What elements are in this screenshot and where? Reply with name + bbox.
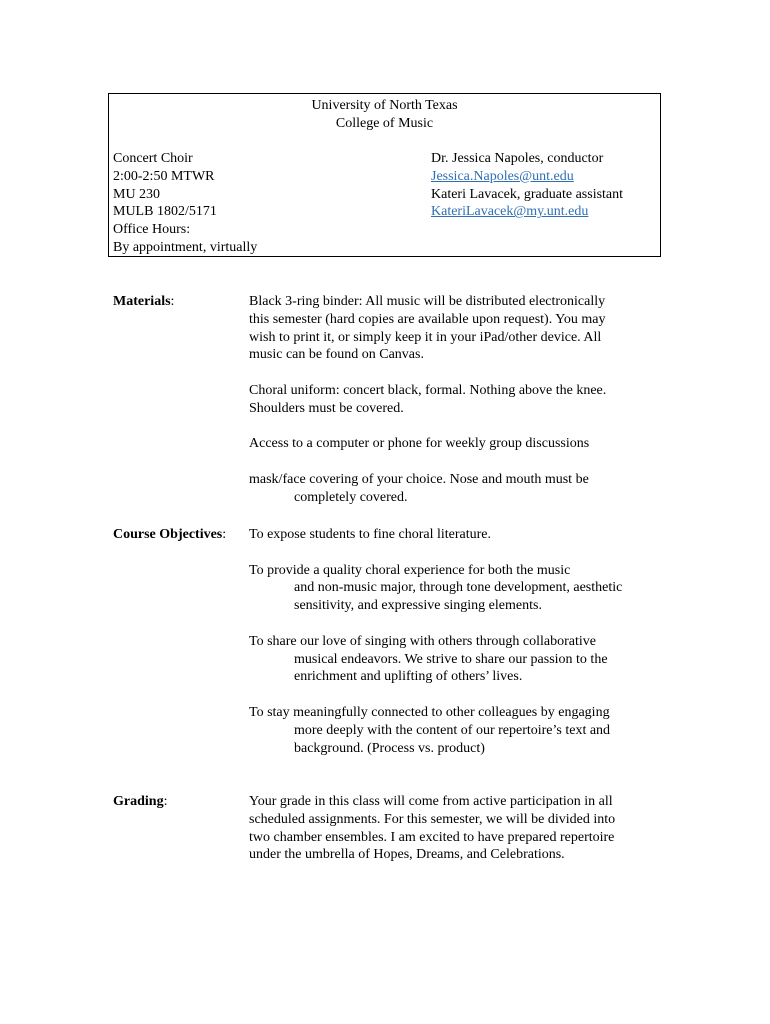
office-hours-value: By appointment, virtually — [113, 239, 258, 255]
objective-4: To stay meaningfully connected to other colleagues by engaging more deeply with the content of our repertoire’s text and background. (Process vs. product) — [249, 704, 611, 756]
grading-label: Grading: — [113, 794, 168, 809]
university-name: University of North Texas — [311, 98, 458, 113]
assistant-email-link[interactable]: KateriLavacek@my.unt.edu — [431, 204, 589, 220]
course-number: MULB 1802/5171 — [113, 204, 217, 220]
objectives-label: Course Objectives: — [113, 527, 227, 542]
office-hours-label: Office Hours: — [113, 222, 191, 238]
materials-binder: Black 3-ring binder: All music will be distributed electronically this semester (hard copies are available upon request). You may wish to print it, or simply keep it in your iPad/other device. All music can be found on Canvas. — [249, 294, 606, 363]
assistant-name: Kateri Lavacek, graduate assistant — [431, 186, 624, 202]
course-room: MU 230 — [113, 186, 161, 202]
objective-1: To expose students to fine choral literature. — [249, 527, 491, 542]
materials-body — [249, 293, 659, 524]
materials-mask: mask/face covering of your choice. Nose and mouth must be completely covered. — [249, 471, 589, 505]
conductor-name: Dr. Jessica Napoles, conductor — [431, 151, 604, 166]
course-info — [113, 150, 257, 257]
instructor-info — [431, 150, 623, 221]
course-header-box — [108, 93, 661, 257]
institution-heading — [109, 97, 660, 133]
grading-paragraph: Your grade in this class will come from active participation in all scheduled assignments. For this semester, we will be divided into two chamber ensembles. I am excited to have prepared repertoire under the umbrella of Hopes, Dreams, and Celebrations. — [249, 794, 616, 863]
conductor-email-link[interactable]: Jessica.Napoles@unt.edu — [431, 168, 574, 184]
objective-2: To provide a quality choral experience for both the music and non-music major, through tone development, aesthetic sensitivity, and expressive singing elements. — [249, 562, 623, 614]
course-name: Concert Choir — [113, 151, 193, 166]
grading-body — [249, 793, 659, 882]
college-name: College of Music — [335, 115, 434, 131]
materials-label: Materials: — [113, 294, 175, 309]
objectives-body — [249, 526, 659, 775]
course-time: 2:00-2:50 MTWR — [113, 168, 215, 184]
objective-3: To share our love of singing with others through collaborative musical endeavors. We strive to share our passion to the enrichment and uplifting of others’ lives. — [249, 633, 608, 685]
materials-uniform: Choral uniform: concert black, formal. Nothing above the knee. Shoulders must be covered. — [249, 382, 607, 416]
materials-computer: Access to a computer or phone for weekly group discussions — [249, 436, 590, 452]
